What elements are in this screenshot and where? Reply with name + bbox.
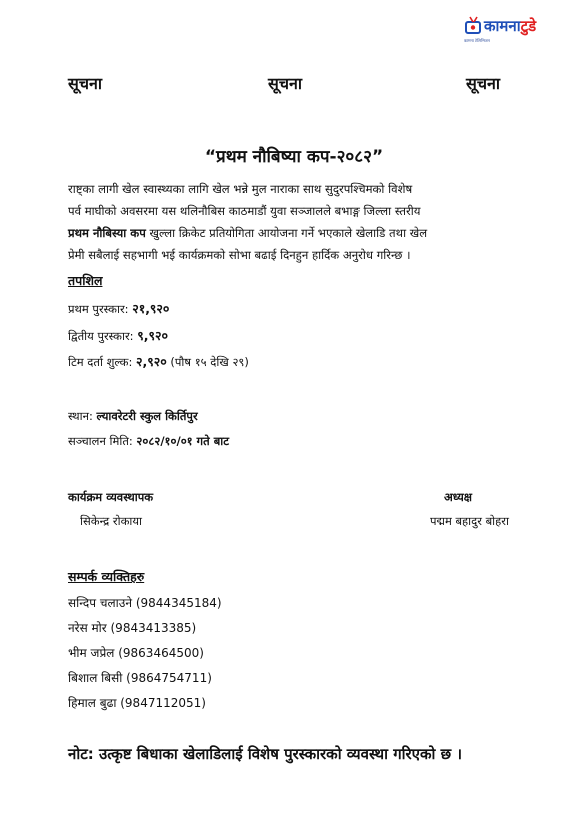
venue-label: स्थान: — [68, 409, 97, 423]
contact-item: नरेस मोर (9843413385) — [68, 621, 197, 635]
manager-title: कार्यक्रम व्यवस्थापक — [68, 490, 154, 504]
date-row — [68, 434, 229, 449]
first-prize-label: प्रथम पुरस्कार: — [68, 302, 133, 316]
team-fee-label: टिम दर्ता शुल्क: — [68, 355, 136, 369]
contact-item: हिमाल बुढा (9847112051) — [68, 696, 206, 710]
intro-line-2: पर्व माघीको अवसरमा यस थलिनौबिस काठमाडौं युवा सञ्जालले बभाङ्ग जिल्ला स्तरीय — [68, 204, 421, 218]
first-prize-row — [68, 300, 169, 317]
venue-row — [68, 409, 198, 424]
team-fee-row — [68, 353, 249, 370]
intro-paragraph — [68, 178, 528, 266]
brand-logo — [462, 14, 580, 50]
intro-tournament-name: प्रथम नौबिस्या कप — [68, 226, 146, 240]
notice-word-right: सूचना — [466, 74, 501, 93]
second-prize-label: द्वितीय पुरस्कार: — [68, 329, 138, 343]
date-value: २०८२/१०/०१ गते बाट — [136, 434, 230, 448]
contact-item: भीम जप्रेल (9863464500) — [68, 646, 204, 660]
first-prize-value: २१,९२० — [132, 301, 170, 316]
second-prize-value: ९,९२० — [137, 328, 168, 343]
second-prize-row — [68, 327, 168, 344]
tournament-title: “प्रथम नौबिष्या कप-२०८२” — [204, 147, 384, 167]
manager-name: सिकेन्द्र रोकाया — [80, 514, 143, 528]
tv-icon — [464, 16, 484, 36]
date-label: सञ्चालन मिति: — [68, 434, 137, 448]
details-heading: तपशिल — [68, 273, 103, 288]
contact-item: बिशाल बिसी (9864754711) — [68, 671, 212, 685]
contacts-heading: सम्पर्क व्यक्तिहरु — [68, 569, 145, 584]
logo-text-blue: कामना — [484, 17, 521, 35]
note-text: नोट: उत्कृष्ट बिधाका खेलाडिलाई विशेष पुरस्कारको व्यवस्था गरिएको छ । — [68, 745, 463, 763]
team-fee-value: २,९२० — [135, 354, 167, 369]
intro-line-4: प्रेमी सबैलाई सहभागी भई कार्यक्रमको सोभा बढाई दिनहुन हार्दिक अनुरोध गरिन्छ । — [68, 248, 411, 262]
venue-value: ल्यावरेटरी स्कुल किर्तिपुर — [96, 409, 198, 423]
notice-word-left: सूचना — [68, 74, 103, 93]
chair-name: पद्मम बहादुर बोहरा — [430, 514, 509, 528]
intro-line-3-rest: खुल्ला क्रिकेट प्रतियोगिता आयोजना गर्ने भएकाले खेलाडि तथा खेल — [145, 226, 428, 240]
chair-title: अध्यक्ष — [444, 490, 473, 504]
contact-item: सन्दिप चलाउने (9844345184) — [68, 596, 222, 610]
logo-text-red: टुडे — [520, 17, 537, 35]
team-fee-dates: (पौष १५ देखि २९) — [166, 355, 249, 369]
notice-word-center: सूचना — [268, 74, 303, 93]
logo-wordmark — [484, 16, 536, 36]
intro-line-1: राष्ट्का लागी खेल स्वास्थ्यका लागि खेल भन्ने मुल नाराका साथ सुदुरपश्चिमको विशेष — [68, 182, 413, 196]
intro-line-3 — [68, 222, 528, 244]
logo-tagline: कामना टेलिभिजन — [464, 38, 490, 43]
